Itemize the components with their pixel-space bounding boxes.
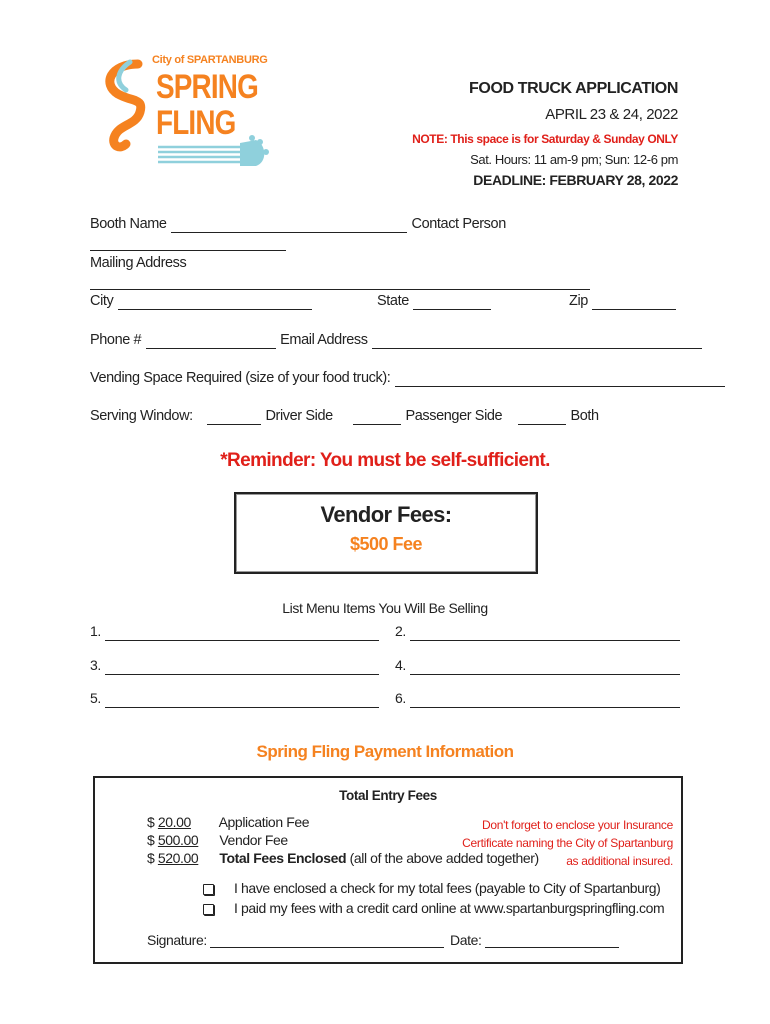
- online-payment-label: I paid my fees with a credit card online at www.spartanburgspringfling.com: [234, 900, 665, 916]
- space-note: NOTE: This space is for Saturday & Sunday ONLY: [412, 132, 678, 146]
- email-field[interactable]: [372, 334, 702, 349]
- total-fees-note: (all of the above added together): [349, 850, 539, 866]
- form-title: FOOD TRUCK APPLICATION: [469, 80, 678, 97]
- signature-row: [147, 932, 444, 948]
- menu-item-field[interactable]: [105, 660, 379, 675]
- vendor-fee-amount-paid: 500.00: [157, 832, 199, 848]
- dollar-sign: $: [147, 832, 155, 848]
- total-fees-label: Total Fees Enclosed: [219, 850, 347, 866]
- dollar-sign: $: [147, 814, 155, 830]
- menu-item-number: 1.: [90, 623, 101, 639]
- zip-label: Zip: [569, 293, 588, 309]
- dollar-sign: $: [147, 850, 155, 866]
- city-field[interactable]: [118, 295, 312, 310]
- vendor-fees-box: [234, 492, 538, 574]
- menu-item-number: 2.: [395, 623, 406, 639]
- signature-field[interactable]: [210, 933, 444, 948]
- check-payment-label: I have enclosed a check for my total fees (payable to City of Spartanburg): [234, 880, 661, 896]
- signature-label: Signature:: [147, 932, 207, 948]
- application-fee-amount: 20.00: [157, 814, 191, 830]
- logo-city-text: City of SPARTANBURG: [152, 54, 268, 66]
- booth-name-field[interactable]: [171, 218, 407, 233]
- insurance-note-line: as additional insured.: [566, 854, 673, 868]
- contact-person-label: Contact Person: [411, 216, 506, 232]
- vendor-fees-title: Vendor Fees:: [320, 502, 452, 527]
- contact-person-field[interactable]: [90, 236, 286, 251]
- menu-item-number: 4.: [395, 657, 406, 673]
- email-label: Email Address: [280, 332, 368, 348]
- date-field[interactable]: [485, 933, 619, 948]
- logo-spring-text: SPRING: [156, 68, 258, 106]
- event-dates: APRIL 23 & 24, 2022: [545, 106, 678, 123]
- menu-item-5: [90, 690, 379, 708]
- menu-item-field[interactable]: [105, 693, 379, 708]
- menu-item-number: 3.: [90, 657, 101, 673]
- online-payment-checkbox[interactable]: [203, 904, 214, 915]
- menu-item-field[interactable]: [410, 626, 680, 641]
- mailing-address-field[interactable]: [90, 275, 590, 290]
- vendor-fee-amount: $500 Fee: [349, 534, 423, 554]
- total-entry-heading: Total Entry Fees: [339, 788, 437, 803]
- logo-fling-text: FLING: [156, 104, 236, 142]
- both-blank[interactable]: [518, 410, 566, 425]
- menu-heading: List Menu Items You Will Be Selling: [282, 600, 488, 616]
- event-hours: Sat. Hours: 11 am-9 pm; Sun: 12-6 pm: [470, 152, 678, 167]
- menu-item-field[interactable]: [105, 626, 379, 641]
- menu-item-3: [90, 657, 379, 675]
- date-label: Date:: [450, 932, 482, 948]
- driver-side-blank[interactable]: [207, 410, 261, 425]
- zip-field[interactable]: [592, 295, 676, 310]
- self-sufficient-reminder: *Reminder: You must be self-sufficient.: [220, 450, 550, 471]
- state-field[interactable]: [413, 295, 491, 310]
- state-label: State: [377, 293, 409, 309]
- vendor-fee-label: Vendor Fee: [219, 832, 288, 848]
- online-option: [203, 900, 664, 916]
- check-payment-checkbox[interactable]: [203, 884, 214, 895]
- menu-item-field[interactable]: [410, 693, 680, 708]
- booth-name-label: Booth Name: [90, 216, 167, 232]
- phone-field[interactable]: [146, 334, 276, 349]
- menu-item-number: 6.: [395, 690, 406, 706]
- phone-label: Phone #: [90, 332, 142, 348]
- menu-item-field[interactable]: [410, 660, 680, 675]
- application-fee-label: Application Fee: [218, 814, 310, 830]
- vending-space-field[interactable]: [395, 372, 725, 387]
- spring-fling-logo: [100, 50, 275, 175]
- driver-side-label: Driver Side: [265, 408, 333, 424]
- check-option: [203, 880, 660, 896]
- fee-row-vendor: [147, 832, 288, 848]
- menu-item-1: [90, 623, 379, 641]
- insurance-note-line: Certificate naming the City of Spartanburg: [462, 836, 673, 850]
- menu-item-number: 5.: [90, 690, 101, 706]
- total-fees-amount: 520.00: [157, 850, 199, 866]
- menu-item-4: [395, 657, 680, 675]
- insurance-note-line: Don't forget to enclose your Insurance: [481, 818, 673, 832]
- menu-item-6: [395, 690, 680, 708]
- passenger-side-label: Passenger Side: [405, 408, 503, 424]
- both-label: Both: [570, 408, 599, 424]
- city-label: City: [90, 293, 114, 309]
- passenger-side-blank[interactable]: [353, 410, 401, 425]
- deadline: DEADLINE: FEBRUARY 28, 2022: [473, 172, 678, 188]
- fee-row-application: [147, 814, 309, 830]
- insurance-note: [462, 816, 673, 870]
- payment-box: [93, 776, 683, 964]
- mailing-address-label: Mailing Address: [90, 255, 187, 271]
- vending-space-label: Vending Space Required (size of your food truck):: [90, 370, 391, 386]
- payment-heading: Spring Fling Payment Information: [256, 742, 514, 761]
- serving-window-label: Serving Window:: [90, 408, 193, 424]
- menu-item-2: [395, 623, 680, 641]
- date-row: [450, 932, 619, 948]
